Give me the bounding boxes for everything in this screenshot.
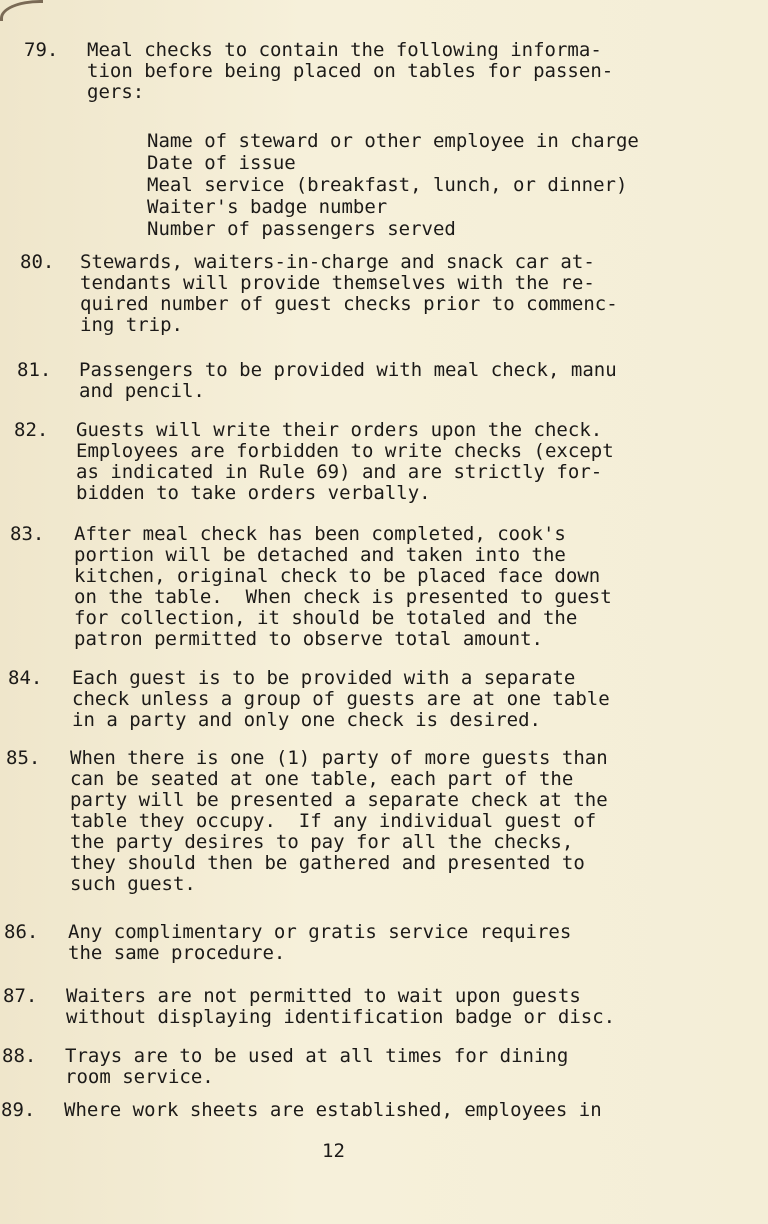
rule-number: 85. [6, 747, 41, 769]
rule-line: such guest. [70, 873, 196, 895]
page-corner-fold [0, 0, 43, 21]
rule-line: Stewards, waiters-in-charge and snack car at- [80, 251, 595, 273]
rule-line: table they occupy. If any individual guest of [70, 810, 597, 832]
rule-line: as indicated in Rule 69) and are strictly for- [76, 461, 603, 483]
rule-line: can be seated at one table, each part of the [70, 768, 574, 790]
rule-number: 89. [1, 1099, 36, 1121]
rule-number: 82. [14, 419, 49, 441]
rule-line: room service. [65, 1066, 214, 1088]
rule-line: Where work sheets are established, employees in [64, 1099, 602, 1121]
rule-line: and pencil. [79, 380, 205, 402]
rule-line: for collection, it should be totaled and the [74, 607, 578, 629]
meal-check-item: Waiter's badge number [147, 196, 388, 218]
rule-line: Guests will write their orders upon the check. [76, 419, 603, 441]
meal-check-item: Name of steward or other employee in charge [147, 130, 639, 152]
rule-number: 84. [8, 667, 43, 689]
rule-line: Passengers to be provided with meal check, manu [79, 359, 617, 381]
rule-number: 83. [10, 523, 45, 545]
rule-line: quired number of guest checks prior to commenc- [80, 293, 618, 315]
rule-number: 80. [20, 251, 55, 273]
rule-line: Any complimentary or gratis service requires [68, 921, 572, 943]
rule-number: 86. [4, 921, 39, 943]
rule-line: check unless a group of guests are at one table [72, 688, 610, 710]
rule-line: Each guest is to be provided with a separate [72, 667, 576, 689]
rule-line: kitchen, original check to be placed face down [74, 565, 601, 587]
rule-line: Meal checks to contain the following informa- [87, 39, 602, 61]
meal-check-item: Meal service (breakfast, lunch, or dinner) [147, 174, 628, 196]
rule-number: 87. [3, 985, 38, 1007]
rule-line: Employees are forbidden to write checks (except [76, 440, 614, 462]
rule-line: the same procedure. [68, 942, 286, 964]
meal-check-item: Number of passengers served [147, 218, 456, 240]
rule-line: in a party and only one check is desired. [72, 709, 541, 731]
rule-line: tion before being placed on tables for passen- [87, 60, 614, 82]
rule-line: patron permitted to observe total amount. [74, 628, 543, 650]
rule-line: without displaying identification badge or disc. [66, 1006, 616, 1028]
rule-line: After meal check has been completed, cook's [74, 523, 566, 545]
rule-line: ing trip. [80, 314, 183, 336]
rule-line: portion will be detached and taken into the [74, 544, 566, 566]
rule-line: the party desires to pay for all the checks, [70, 831, 574, 853]
rule-line: tendants will provide themselves with the re- [80, 272, 595, 294]
rule-line: When there is one (1) party of more guests than [70, 747, 608, 769]
rule-line: party will be presented a separate check at the [70, 789, 608, 811]
rule-line: Trays are to be used at all times for dining [65, 1045, 569, 1067]
rule-number: 81. [17, 359, 52, 381]
rule-line: Waiters are not permitted to wait upon guests [66, 985, 581, 1007]
rule-line: they should then be gathered and presented to [70, 852, 585, 874]
rule-line: on the table. When check is presented to guest [74, 586, 612, 608]
rule-number: 88. [2, 1045, 37, 1067]
page-number: 12 [322, 1140, 345, 1162]
meal-check-item: Date of issue [147, 152, 296, 174]
rule-number: 79. [24, 39, 59, 61]
rule-line: gers: [87, 81, 145, 103]
rule-line: bidden to take orders verbally. [76, 482, 431, 504]
